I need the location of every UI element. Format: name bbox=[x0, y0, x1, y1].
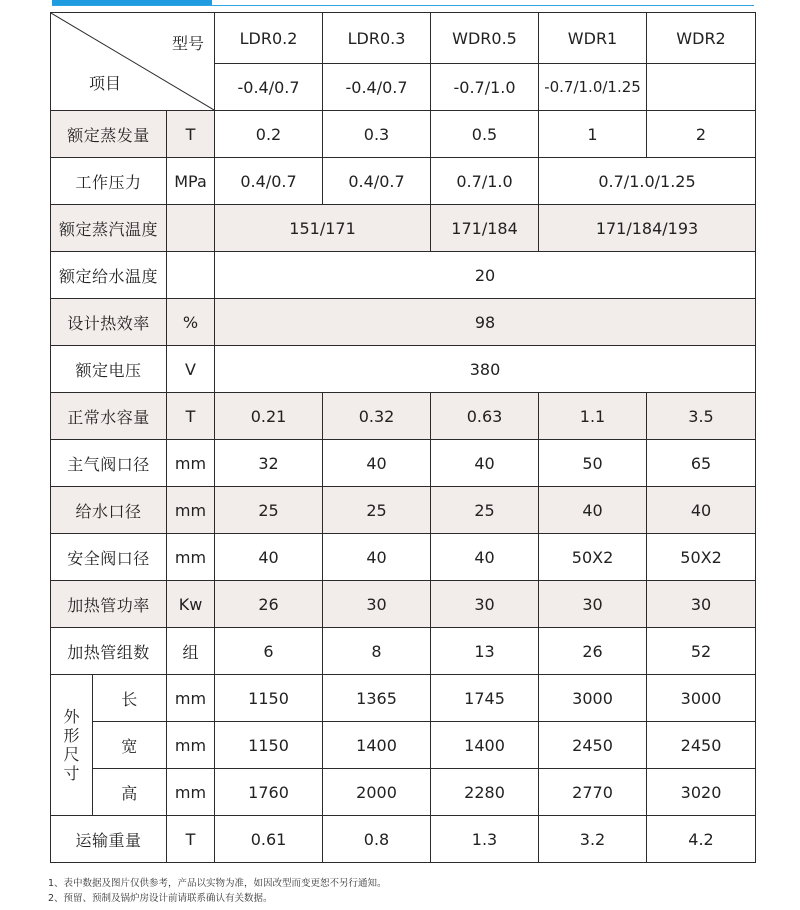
param-unit: Kw bbox=[167, 581, 215, 628]
value-cell: 3.5 bbox=[647, 393, 756, 440]
value-cell: 6 bbox=[215, 628, 323, 675]
value-cell: 65 bbox=[647, 440, 756, 487]
dimensions-char: 寸 bbox=[63, 764, 80, 783]
value-cell: 26 bbox=[539, 628, 647, 675]
row-heater-groups bbox=[51, 628, 756, 675]
value-cell: 40 bbox=[431, 440, 539, 487]
value-cell: 3020 bbox=[647, 769, 756, 816]
spec-table bbox=[50, 12, 756, 863]
param-unit: mm bbox=[167, 487, 215, 534]
value-cell: 1400 bbox=[431, 722, 539, 769]
value-cell: 1150 bbox=[215, 722, 323, 769]
value-cell: 2280 bbox=[431, 769, 539, 816]
model-cell: WDR2 bbox=[647, 13, 756, 64]
param-name: 高 bbox=[93, 769, 167, 816]
row-water-capacity bbox=[51, 393, 756, 440]
model-cell: WDR1 bbox=[539, 13, 647, 64]
value-cell: 8 bbox=[323, 628, 431, 675]
value-cell: 0.21 bbox=[215, 393, 323, 440]
value-cell: 30 bbox=[431, 581, 539, 628]
param-unit: T bbox=[167, 393, 215, 440]
footnotes bbox=[48, 876, 387, 906]
param-unit bbox=[167, 205, 215, 252]
value-cell: 1150 bbox=[215, 675, 323, 722]
value-cell: 0.63 bbox=[431, 393, 539, 440]
value-cell: 98 bbox=[215, 299, 756, 346]
model-label: 型号 bbox=[172, 34, 205, 53]
row-safety-valve bbox=[51, 534, 756, 581]
value-cell: 0.2 bbox=[215, 111, 323, 158]
value-cell: 1 bbox=[539, 111, 647, 158]
header-row-models bbox=[51, 13, 756, 64]
value-cell: 0.32 bbox=[323, 393, 431, 440]
param-name: 主气阀口径 bbox=[51, 440, 167, 487]
value-cell: 40 bbox=[323, 440, 431, 487]
param-name: 设计热效率 bbox=[51, 299, 167, 346]
pressure-cell: -0.4/0.7 bbox=[215, 64, 323, 111]
row-transport-weight bbox=[51, 816, 756, 863]
value-cell: 20 bbox=[215, 252, 756, 299]
param-name: 工作压力 bbox=[51, 158, 167, 205]
value-cell: 0.3 bbox=[323, 111, 431, 158]
param-name: 额定蒸汽温度 bbox=[51, 205, 167, 252]
param-unit: 组 bbox=[167, 628, 215, 675]
param-unit bbox=[167, 252, 215, 299]
param-name: 额定蒸发量 bbox=[51, 111, 167, 158]
value-cell: 30 bbox=[647, 581, 756, 628]
pressure-cell: -0.4/0.7 bbox=[323, 64, 431, 111]
value-cell: 2450 bbox=[539, 722, 647, 769]
param-name: 额定给水温度 bbox=[51, 252, 167, 299]
value-cell: 40 bbox=[539, 487, 647, 534]
diagonal-header-cell bbox=[51, 13, 215, 111]
value-cell: 1.1 bbox=[539, 393, 647, 440]
value-cell: 13 bbox=[431, 628, 539, 675]
param-name: 加热管组数 bbox=[51, 628, 167, 675]
value-cell: 0.4/0.7 bbox=[323, 158, 431, 205]
param-unit: mm bbox=[167, 769, 215, 816]
value-cell: 4.2 bbox=[647, 816, 756, 863]
row-rated-voltage bbox=[51, 346, 756, 393]
value-cell: 25 bbox=[431, 487, 539, 534]
param-unit: mm bbox=[167, 722, 215, 769]
param-name: 正常水容量 bbox=[51, 393, 167, 440]
dimensions-group-label bbox=[51, 675, 93, 816]
footnote-line: 2、预留、预制及锅炉房设计前请联系确认有关数据。 bbox=[48, 893, 273, 904]
row-dim-width bbox=[51, 722, 756, 769]
param-unit: % bbox=[167, 299, 215, 346]
row-feedwater-temperature bbox=[51, 252, 756, 299]
value-cell: 171/184 bbox=[431, 205, 539, 252]
value-cell: 0.8 bbox=[323, 816, 431, 863]
value-cell: 1.3 bbox=[431, 816, 539, 863]
row-main-valve bbox=[51, 440, 756, 487]
param-unit: mm bbox=[167, 534, 215, 581]
value-cell: 0.7/1.0/1.25 bbox=[539, 158, 756, 205]
row-working-pressure bbox=[51, 158, 756, 205]
value-cell: 50X2 bbox=[647, 534, 756, 581]
param-unit: mm bbox=[167, 440, 215, 487]
dimensions-char: 外 bbox=[63, 707, 80, 726]
value-cell: 2000 bbox=[323, 769, 431, 816]
param-unit: T bbox=[167, 111, 215, 158]
value-cell: 25 bbox=[323, 487, 431, 534]
value-cell: 3.2 bbox=[539, 816, 647, 863]
value-cell: 52 bbox=[647, 628, 756, 675]
value-cell: 40 bbox=[215, 534, 323, 581]
value-cell: 0.5 bbox=[431, 111, 539, 158]
param-name: 安全阀口径 bbox=[51, 534, 167, 581]
row-dim-length bbox=[51, 675, 756, 722]
row-heater-power bbox=[51, 581, 756, 628]
value-cell: 2770 bbox=[539, 769, 647, 816]
value-cell: 50X2 bbox=[539, 534, 647, 581]
item-label: 项目 bbox=[89, 74, 122, 93]
value-cell: 1400 bbox=[323, 722, 431, 769]
value-cell: 30 bbox=[539, 581, 647, 628]
param-name: 运输重量 bbox=[51, 816, 167, 863]
model-cell: LDR0.3 bbox=[323, 13, 431, 64]
value-cell: 151/171 bbox=[215, 205, 431, 252]
value-cell: 30 bbox=[323, 581, 431, 628]
value-cell: 0.7/1.0 bbox=[431, 158, 539, 205]
value-cell: 3000 bbox=[539, 675, 647, 722]
value-cell: 1365 bbox=[323, 675, 431, 722]
param-name: 宽 bbox=[93, 722, 167, 769]
param-unit: V bbox=[167, 346, 215, 393]
value-cell: 40 bbox=[431, 534, 539, 581]
top-divider-line bbox=[52, 5, 754, 6]
value-cell: 40 bbox=[647, 487, 756, 534]
pressure-cell: -0.7/1.0/1.25 bbox=[539, 64, 647, 111]
value-cell: 40 bbox=[323, 534, 431, 581]
dimensions-char: 尺 bbox=[63, 745, 80, 764]
row-steam-temperature bbox=[51, 205, 756, 252]
row-rated-evaporation bbox=[51, 111, 756, 158]
dimensions-char: 形 bbox=[63, 726, 80, 745]
row-feed-diameter bbox=[51, 487, 756, 534]
value-cell: 1745 bbox=[431, 675, 539, 722]
param-name: 加热管功率 bbox=[51, 581, 167, 628]
row-thermal-efficiency bbox=[51, 299, 756, 346]
value-cell: 32 bbox=[215, 440, 323, 487]
param-unit: mm bbox=[167, 675, 215, 722]
value-cell: 3000 bbox=[647, 675, 756, 722]
value-cell: 0.61 bbox=[215, 816, 323, 863]
param-name: 额定电压 bbox=[51, 346, 167, 393]
pressure-cell bbox=[647, 64, 756, 111]
value-cell: 2450 bbox=[647, 722, 756, 769]
param-name: 长 bbox=[93, 675, 167, 722]
model-cell: WDR0.5 bbox=[431, 13, 539, 64]
param-name: 给水口径 bbox=[51, 487, 167, 534]
value-cell: 50 bbox=[539, 440, 647, 487]
diagonal-line bbox=[51, 13, 214, 110]
param-unit: MPa bbox=[167, 158, 215, 205]
value-cell: 171/184/193 bbox=[539, 205, 756, 252]
value-cell: 25 bbox=[215, 487, 323, 534]
row-dim-height bbox=[51, 769, 756, 816]
value-cell: 380 bbox=[215, 346, 756, 393]
model-cell: LDR0.2 bbox=[215, 13, 323, 64]
param-unit: T bbox=[167, 816, 215, 863]
value-cell: 26 bbox=[215, 581, 323, 628]
footnote-line: 1、表中数据及图片仅供参考，产品以实物为准，如因改型而变更恕不另行通知。 bbox=[48, 878, 387, 889]
value-cell: 1760 bbox=[215, 769, 323, 816]
value-cell: 2 bbox=[647, 111, 756, 158]
value-cell: 0.4/0.7 bbox=[215, 158, 323, 205]
pressure-cell: -0.7/1.0 bbox=[431, 64, 539, 111]
